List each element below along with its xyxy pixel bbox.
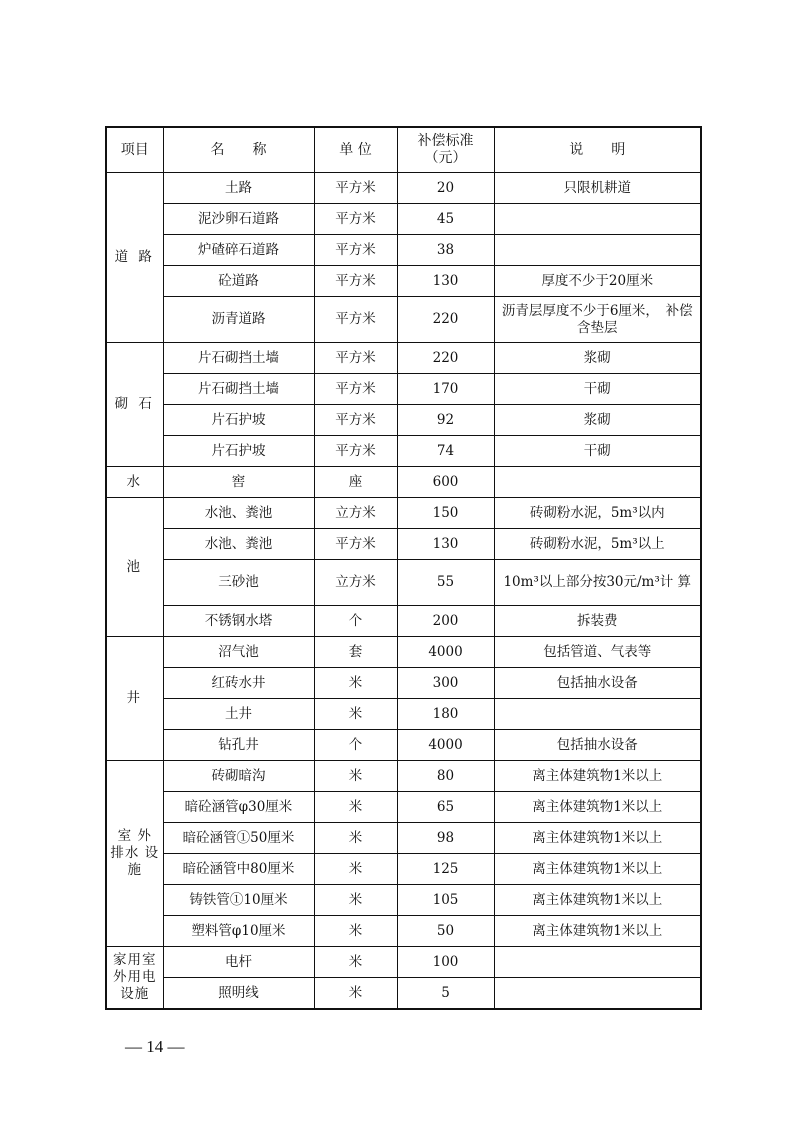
note-cell: 浆砌 [494,405,701,436]
unit-cell: 平方米 [314,204,397,235]
note-cell: 包括抽水设备 [494,730,701,761]
name-cell: 暗砼涵管φ30厘米 [163,792,314,823]
name-cell: 电杆 [163,947,314,978]
note-cell: 离主体建筑物1米以上 [494,792,701,823]
note-cell: 浆砌 [494,343,701,374]
note-cell: 包括抽水设备 [494,668,701,699]
name-cell: 泥沙卵石道路 [163,204,314,235]
note-cell: 10m³以上部分按30元/m³计 算 [494,560,701,606]
standard-cell: 74 [397,436,494,467]
standard-cell: 130 [397,266,494,297]
standard-cell: 92 [397,405,494,436]
note-cell: 离主体建筑物1米以上 [494,854,701,885]
header-item: 项目 [106,127,163,173]
name-cell: 暗砼涵管中80厘米 [163,854,314,885]
table-body [106,173,701,1010]
header-standard: 补偿标准 （元） [397,127,494,173]
standard-cell: 170 [397,374,494,405]
table-row [106,823,701,854]
unit-cell: 立方米 [314,498,397,529]
standard-cell: 130 [397,529,494,560]
table-row [106,730,701,761]
table-row [106,374,701,405]
standard-cell: 98 [397,823,494,854]
note-cell: 离主体建筑物1米以上 [494,823,701,854]
name-cell: 炉碴碎石道路 [163,235,314,266]
standard-cell: 38 [397,235,494,266]
standard-cell: 125 [397,854,494,885]
note-cell [494,978,701,1010]
standard-cell: 5 [397,978,494,1010]
table-row [106,436,701,467]
table-row [106,854,701,885]
table-row [106,204,701,235]
name-cell: 窖 [163,467,314,498]
name-cell: 砖砌暗沟 [163,761,314,792]
table-row [106,606,701,637]
name-cell: 暗砼涵管①50厘米 [163,823,314,854]
note-cell: 只限机耕道 [494,173,701,204]
header-row [106,127,701,173]
standard-cell: 100 [397,947,494,978]
unit-cell: 平方米 [314,297,397,343]
table-row [106,885,701,916]
name-cell: 水池、粪池 [163,498,314,529]
standard-cell: 55 [397,560,494,606]
unit-cell: 立方米 [314,560,397,606]
unit-cell: 平方米 [314,374,397,405]
unit-cell: 平方米 [314,235,397,266]
name-cell: 土路 [163,173,314,204]
note-cell [494,204,701,235]
category-cell: 家用室外用电设施 [106,947,163,1010]
note-cell [494,235,701,266]
page-number: — 14 — [125,1037,185,1056]
header-name: 名 称 [163,127,314,173]
name-cell: 砼道路 [163,266,314,297]
note-cell: 砖砌粉水泥，5m³以内 [494,498,701,529]
table-row [106,668,701,699]
category-cell: 水 [106,467,163,498]
unit-cell: 米 [314,823,397,854]
name-cell: 塑料管φ10厘米 [163,916,314,947]
standard-cell: 200 [397,606,494,637]
standard-cell: 600 [397,467,494,498]
unit-cell: 平方米 [314,343,397,374]
unit-cell: 平方米 [314,173,397,204]
standard-cell: 180 [397,699,494,730]
standard-cell: 65 [397,792,494,823]
standard-cell: 45 [397,204,494,235]
note-cell: 拆装费 [494,606,701,637]
category-cell: 井 [106,637,163,761]
name-cell: 土井 [163,699,314,730]
note-cell [494,947,701,978]
standard-cell: 105 [397,885,494,916]
name-cell: 不锈钢水塔 [163,606,314,637]
unit-cell: 平方米 [314,266,397,297]
table-row [106,297,701,343]
note-cell [494,699,701,730]
name-cell: 片石护坡 [163,436,314,467]
table-row [106,978,701,1010]
standard-cell: 50 [397,916,494,947]
note-cell: 干砌 [494,374,701,405]
name-cell: 照明线 [163,978,314,1010]
standard-cell: 220 [397,343,494,374]
unit-cell: 平方米 [314,405,397,436]
name-cell: 片石护坡 [163,405,314,436]
name-cell: 片石砌挡土墙 [163,343,314,374]
name-cell: 红砖水井 [163,668,314,699]
unit-cell: 座 [314,467,397,498]
table-row [106,947,701,978]
table-row [106,498,701,529]
unit-cell: 平方米 [314,529,397,560]
standard-cell: 150 [397,498,494,529]
unit-cell: 米 [314,668,397,699]
table-row [106,637,701,668]
table-row [106,266,701,297]
standard-cell: 4000 [397,637,494,668]
name-cell: 三砂池 [163,560,314,606]
note-cell: 离主体建筑物1米以上 [494,761,701,792]
note-cell: 离主体建筑物1米以上 [494,885,701,916]
table-row [106,916,701,947]
unit-cell: 米 [314,699,397,730]
name-cell: 片石砌挡土墙 [163,374,314,405]
unit-cell: 个 [314,606,397,637]
category-cell: 砌 石 [106,343,163,467]
unit-cell: 米 [314,854,397,885]
standard-cell: 300 [397,668,494,699]
table-row [106,467,701,498]
standard-cell: 20 [397,173,494,204]
table-row [106,699,701,730]
standard-cell: 4000 [397,730,494,761]
note-cell: 沥青层厚度不少于6厘米， 补偿含垫层 [494,297,701,343]
table-row [106,792,701,823]
unit-cell: 米 [314,761,397,792]
category-cell: 室 外 排水 设 施 [106,761,163,947]
table-row [106,761,701,792]
name-cell: 钻孔井 [163,730,314,761]
name-cell: 水池、粪池 [163,529,314,560]
name-cell: 沥青道路 [163,297,314,343]
header-note: 说 明 [494,127,701,173]
unit-cell: 米 [314,978,397,1010]
note-cell [494,467,701,498]
table-row [106,529,701,560]
table-row [106,560,701,606]
note-cell: 干砌 [494,436,701,467]
name-cell: 铸铁管①10厘米 [163,885,314,916]
category-cell: 池 [106,498,163,637]
unit-cell: 米 [314,885,397,916]
table-row [106,343,701,374]
name-cell: 沼气池 [163,637,314,668]
note-cell: 离主体建筑物1米以上 [494,916,701,947]
header-unit: 单 位 [314,127,397,173]
note-cell: 砖砌粉水泥，5m³以上 [494,529,701,560]
unit-cell: 米 [314,792,397,823]
unit-cell: 套 [314,637,397,668]
standard-cell: 220 [397,297,494,343]
category-cell: 道 路 [106,173,163,343]
unit-cell: 个 [314,730,397,761]
note-cell: 厚度不少于20厘米 [494,266,701,297]
unit-cell: 米 [314,947,397,978]
unit-cell: 平方米 [314,436,397,467]
table-row [106,235,701,266]
standard-cell: 80 [397,761,494,792]
unit-cell: 米 [314,916,397,947]
table-row [106,405,701,436]
table-row [106,173,701,204]
note-cell: 包括管道、气表等 [494,637,701,668]
compensation-table [105,126,702,1010]
